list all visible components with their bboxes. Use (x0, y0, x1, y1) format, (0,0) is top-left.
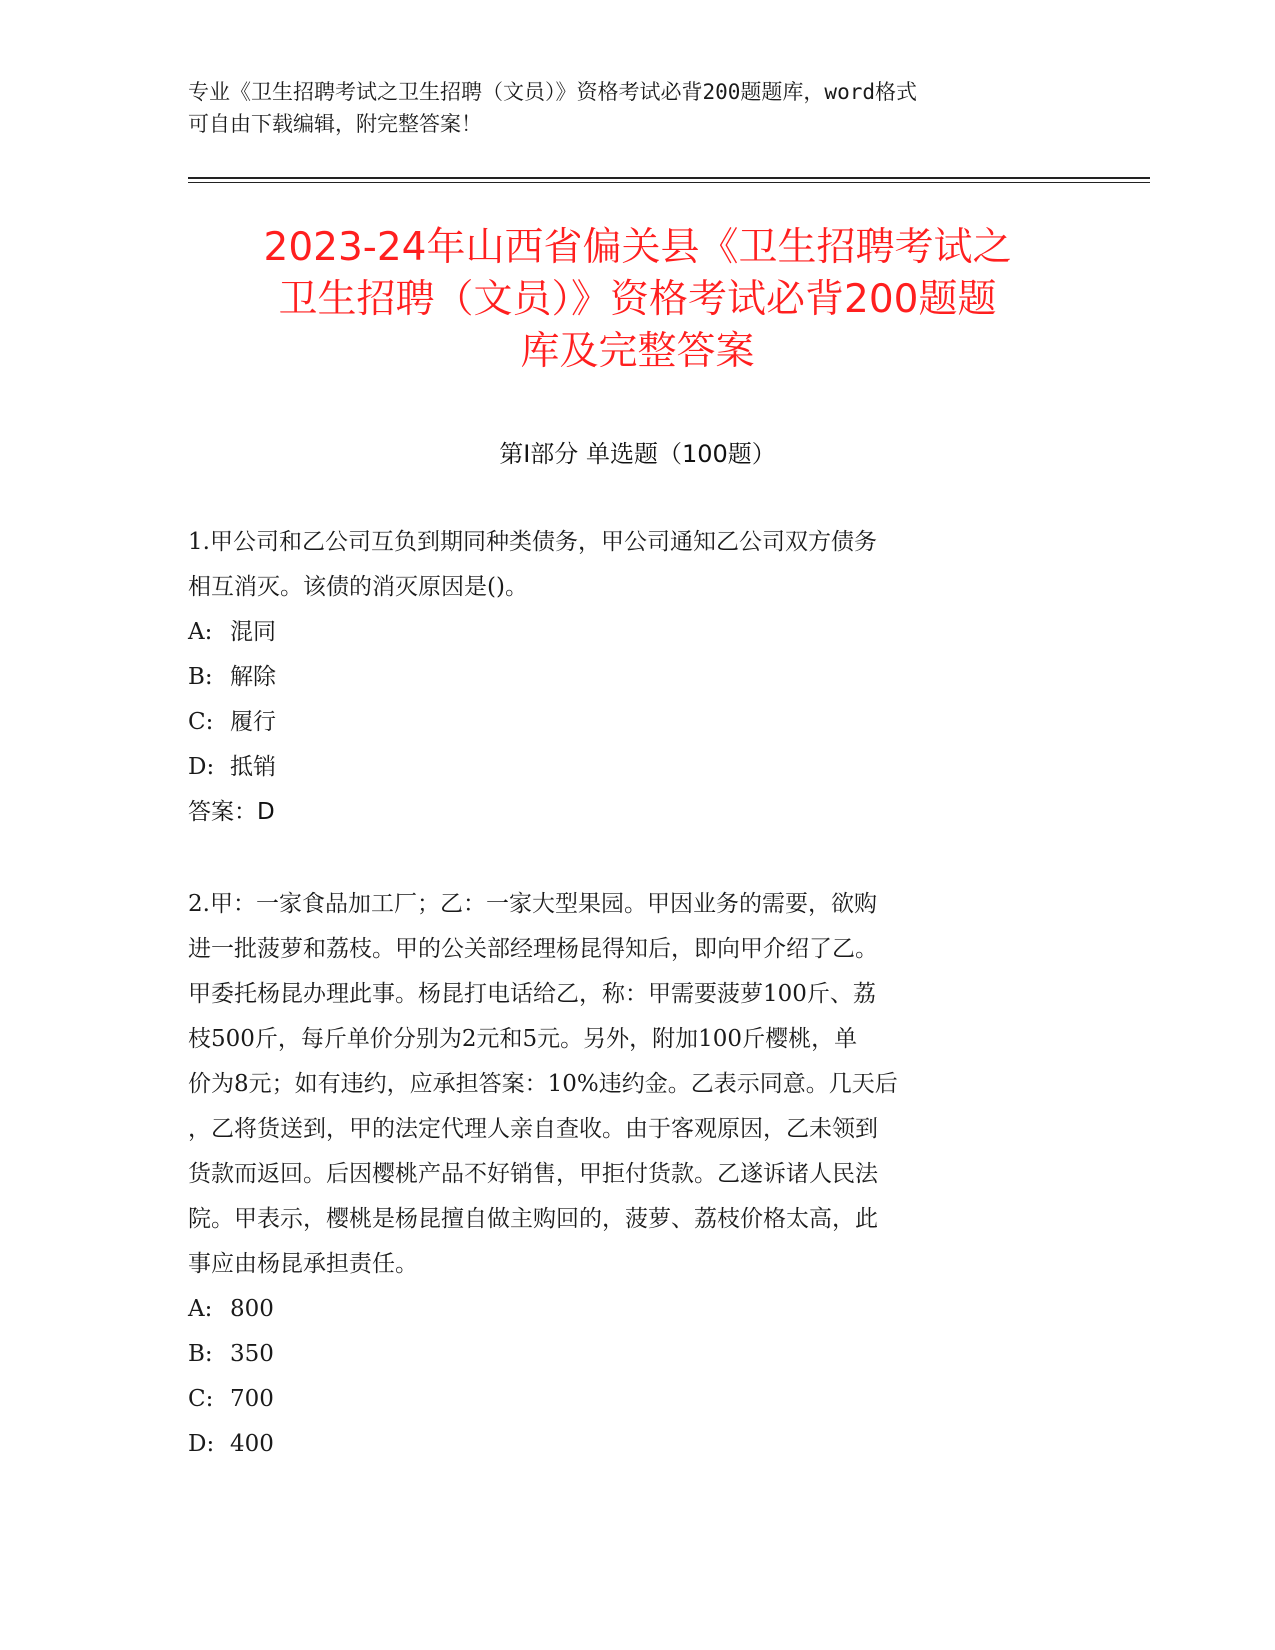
option-label: D: (188, 1431, 215, 1457)
option-text: 混同 (230, 619, 276, 645)
question-text-line: 相互消灭。该债的消灭原因是()。 (188, 574, 528, 600)
question-text-line: 枝500斤，每斤单价分别为2元和5元。另外，附加100斤樱桃，单 (188, 1026, 858, 1052)
header-note-line: 专业《卫生招聘考试之卫生招聘（文员）》资格考试必背200题题库，word格式 (188, 80, 917, 104)
title-line: 卫生招聘（文员）》资格考试必背200题题 (278, 277, 997, 322)
option-label: A: (188, 1296, 213, 1322)
title-line: 2023-24年山西省偏关县《卫生招聘考试之 (263, 225, 1012, 270)
option-text: 800 (230, 1296, 274, 1322)
title-line: 库及完整答案 (520, 329, 755, 374)
question-text-line: ，乙将货送到，甲的法定代理人亲自查收。由于客观原因，乙未领到 (188, 1116, 878, 1142)
question-text-line: 院。甲表示，樱桃是杨昆擅自做主购回的，菠萝、荔枝价格太高，此 (188, 1206, 878, 1232)
header-note (188, 76, 1088, 140)
option-a (188, 610, 1093, 655)
option-label: B: (188, 664, 213, 690)
header-note-line: 可自由下载编辑，附完整答案！ (188, 112, 482, 136)
option-text: 履行 (230, 709, 276, 735)
question-text-line: 进一批菠萝和荔枝。甲的公关部经理杨昆得知后，即向甲介绍了乙。 (188, 936, 878, 962)
option-text: 350 (230, 1341, 274, 1367)
option-d (188, 745, 1093, 790)
option-b (188, 1332, 1093, 1377)
option-d (188, 1422, 1093, 1467)
question-1 (188, 520, 1093, 835)
option-label: A: (188, 619, 213, 645)
header-divider-thin (188, 182, 1150, 183)
option-c (188, 700, 1093, 745)
section-heading: 第Ⅰ部分 单选题（100题） (499, 440, 776, 468)
option-label: C: (188, 1386, 214, 1412)
option-text: 700 (230, 1386, 274, 1412)
option-a (188, 1287, 1093, 1332)
option-c (188, 1377, 1093, 1422)
question-text-line: 事应由杨昆承担责任。 (188, 1251, 418, 1277)
answer-line: 答案：D (188, 799, 275, 825)
option-b (188, 655, 1093, 700)
question-text-line: 价为8元；如有违约，应承担答案：10%违约金。乙表示同意。几天后 (188, 1071, 898, 1097)
question-text-line: 甲委托杨昆办理此事。杨昆打电话给乙，称：甲需要菠萝100斤、荔 (188, 981, 876, 1007)
option-label: D: (188, 754, 215, 780)
option-text: 抵销 (230, 754, 276, 780)
question-text-line: 2.甲：一家食品加工厂；乙：一家大型果园。甲因业务的需要，欲购 (188, 891, 877, 917)
question-text-line: 1.甲公司和乙公司互负到期同种类债务，甲公司通知乙公司双方债务 (188, 529, 877, 555)
question-2 (188, 882, 1093, 1467)
header-divider-thick (188, 177, 1150, 179)
document-title (160, 222, 1115, 378)
option-text: 400 (230, 1431, 274, 1457)
option-label: B: (188, 1341, 213, 1367)
option-text: 解除 (230, 664, 276, 690)
question-text-line: 货款而返回。后因樱桃产品不好销售，甲拒付货款。乙遂诉诸人民法 (188, 1161, 878, 1187)
option-label: C: (188, 709, 214, 735)
